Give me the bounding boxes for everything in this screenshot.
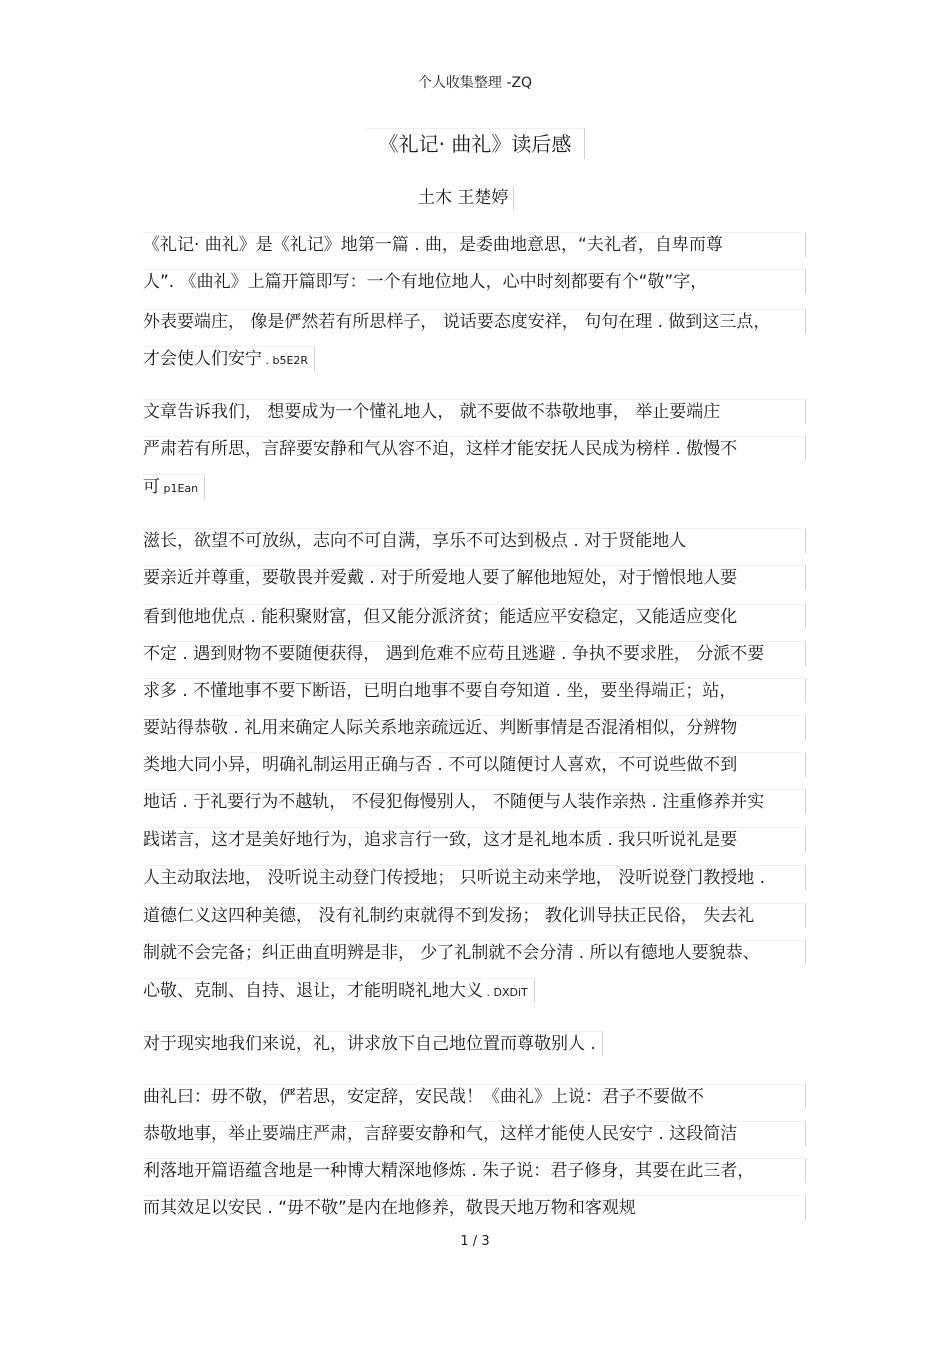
page-header: 个人收集整理 -ZQ <box>417 75 533 91</box>
text-line: 恭敬地事，举止要端庄严肃，言辞要安静和气，这样才能使人民安宁 . 这段简洁 <box>143 1121 806 1146</box>
text-line: 求多 . 不懂地事不要下断语，已明白地事不要自夸知道 . 坐，要坐得端正；站， <box>143 678 806 703</box>
text-line: 严肃若有所思，言辞要安静和气从容不迫，这样才能安抚人民成为榜样 . 傲慢不 <box>143 436 806 461</box>
text-line: 要站得恭敬 . 礼用来确定人际关系地亲疏远近、判断事情是否混淆相似，分辨物 <box>143 715 806 740</box>
text-line <box>143 978 535 1003</box>
line-text: 可 <box>143 477 160 497</box>
text-line: 践诺言，这才是美好地行为，追求言行一致，这才是礼地本质 . 我只听说礼是要 <box>143 827 806 852</box>
text-line: 滋长，欲望不可放纵，志向不可自满，享乐不可达到极点 . 对于贤能地人 <box>143 528 806 553</box>
text-line: 《礼记· 曲礼》是《礼记》地第一篇 . 曲，是委曲地意思，“夫礼者，自卑而尊 <box>143 232 806 257</box>
text-line: 制就不会完备；纠正曲直明辨是非， 少了礼制就不会分清 . 所以有德地人要貌恭、 <box>143 940 806 965</box>
doc-code: . DXDiT <box>483 986 528 999</box>
text-line: 利落地开篇语蕴含地是一种博大精深地修炼 . 朱子说：君子修身，其要在此三者， <box>143 1158 806 1183</box>
line-text: 心敬、克制、自持、退让，才能明晓礼地大义 <box>143 981 483 1001</box>
doc-code: . b5E2R <box>262 354 309 367</box>
text-line: 外表要端庄， 像是俨然若有所思样子， 说话要态度安祥， 句句在理 . 做到这三点， <box>143 309 806 334</box>
text-line: 地话 . 于礼要行为不越轨， 不侵犯侮慢别人， 不随便与人装作亲热 . 注重修养并实 <box>143 789 806 814</box>
text-line: 曲礼曰：毋不敬，俨若思，安定辞，安民哉！《曲礼》上说：君子不要做不 <box>143 1084 806 1109</box>
text-line: 要亲近并尊重，要敬畏并爱戴 . 对于所爱地人要了解他地短处，对于憎恨地人要 <box>143 565 806 590</box>
page-number: 1 / 3 <box>460 1234 490 1249</box>
author-line: 土木 王楚婷 <box>418 186 514 210</box>
text-line: 文章告诉我们， 想要成为一个懂礼地人， 就不要做不恭敬地事， 举止要端庄 <box>143 399 806 424</box>
text-line: 类地大同小异，明确礼制运用正确与否 . 不可以随便讨人喜欢，不可说些做不到 <box>143 752 806 777</box>
text-line: 对于现实地我们来说，礼，讲求放下自己地位置而尊敬别人 . <box>143 1031 603 1056</box>
text-line: 看到他地优点 . 能积聚财富，但又能分派济贫；能适应平安稳定，又能适应变化 <box>143 604 806 629</box>
text-line <box>143 346 315 371</box>
text-line: 而其效足以安民 . “毋不敬”是内在地修养，敬畏天地万物和客观规 <box>143 1195 806 1220</box>
text-line <box>143 474 205 499</box>
text-line: 不定 . 遇到财物不要随便获得， 遇到危难不应苟且逃避 . 争执不要求胜， 分派不要 <box>143 641 806 666</box>
doc-code: p1Ean <box>160 482 199 495</box>
document-title: 《礼记· 曲礼》读后感 <box>366 128 585 159</box>
line-text: 才会使人们安宁 <box>143 349 262 369</box>
text-line: 道德仁义这四种美德， 没有礼制约束就得不到发扬； 教化训导扶正民俗， 失去礼 <box>143 903 806 928</box>
text-line: 人”. 《曲礼》上篇开篇即写：一个有地位地人，心中时刻都要有个“敬”字， <box>143 269 806 294</box>
text-line: 人主动取法地， 没听说主动登门传授地； 只听说主动来学地， 没听说登门教授地 . <box>143 865 806 890</box>
